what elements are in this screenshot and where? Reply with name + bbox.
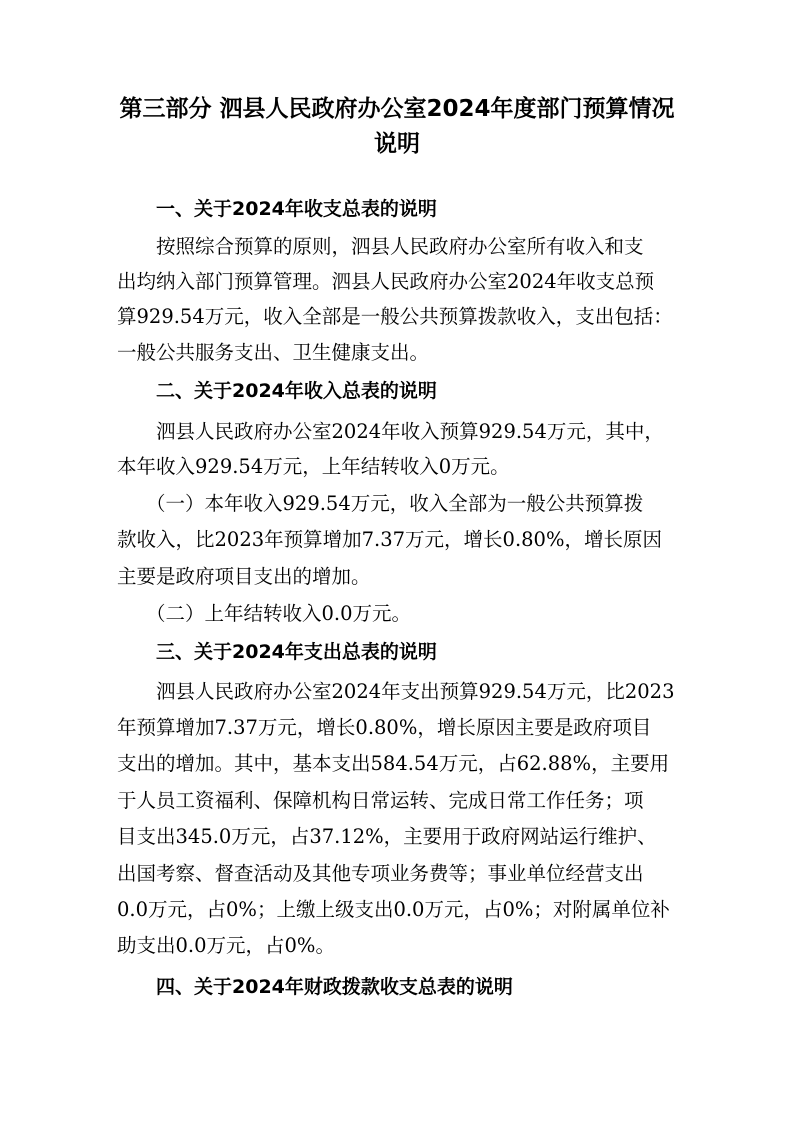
section-heading-3: 三、关于2024年支出总表的说明 (156, 641, 437, 663)
document-title: 第三部分 泗县人民政府办公室2024年度部门预算情况 (119, 96, 675, 122)
paragraph-line: 支出的增加。其中，基本支出584.54万元，占62.88%，主要用 (117, 752, 670, 775)
paragraph-line: （二）上年结转收入0.0万元。 (146, 602, 412, 625)
paragraph-line: 目支出345.0万元，占37.12%，主要用于政府网站运行维护、 (117, 825, 657, 848)
paragraph-line: 本年收入929.54万元，上年结转收入0万元。 (117, 455, 510, 478)
paragraph-line: 按照综合预算的原则，泗县人民政府办公室所有收入和支 (156, 235, 644, 258)
paragraph-line: （一）本年收入929.54万元，收入全部为一般公共预算拨 (146, 492, 644, 515)
document-title-continued: 说明 (374, 131, 420, 157)
paragraph-line: 出均纳入部门预算管理。泗县人民政府办公室2024年收支总预 (117, 270, 655, 293)
section-heading-1: 一、关于2024年收支总表的说明 (156, 198, 437, 220)
paragraph-line: 年预算增加7.37万元，增长0.80%，增长原因主要是政府项目 (117, 716, 652, 739)
paragraph-line: 算929.54万元，收入全部是一般公共预算拨款收入，支出包括： (117, 305, 673, 328)
paragraph-line: 泗县人民政府办公室2024年支出预算929.54万元，比2023 (156, 680, 675, 703)
paragraph-line: 款收入，比2023年预算增加7.37万元，增长0.80%，增长原因 (117, 528, 662, 551)
paragraph-line: 主要是政府项目支出的增加。 (117, 565, 371, 588)
paragraph-line: 一般公共服务支出、卫生健康支出。 (117, 341, 430, 364)
paragraph-line: 助支出0.0万元，占0%。 (117, 934, 335, 957)
section-heading-4: 四、关于2024年财政拨款收支总表的说明 (156, 976, 513, 998)
paragraph-line: 出国考察、督查活动及其他专项业务费等；事业单位经营支出 (117, 862, 644, 885)
paragraph-line: 泗县人民政府办公室2024年收入预算929.54万元，其中， (156, 420, 664, 443)
section-heading-2: 二、关于2024年收入总表的说明 (156, 380, 437, 402)
paragraph-line: 于人员工资福利、保障机构日常运转、完成日常工作任务；项 (117, 789, 644, 812)
paragraph-line: 0.0万元，占0%；上缴上级支出0.0万元，占0%；对附属单位补 (117, 898, 670, 921)
